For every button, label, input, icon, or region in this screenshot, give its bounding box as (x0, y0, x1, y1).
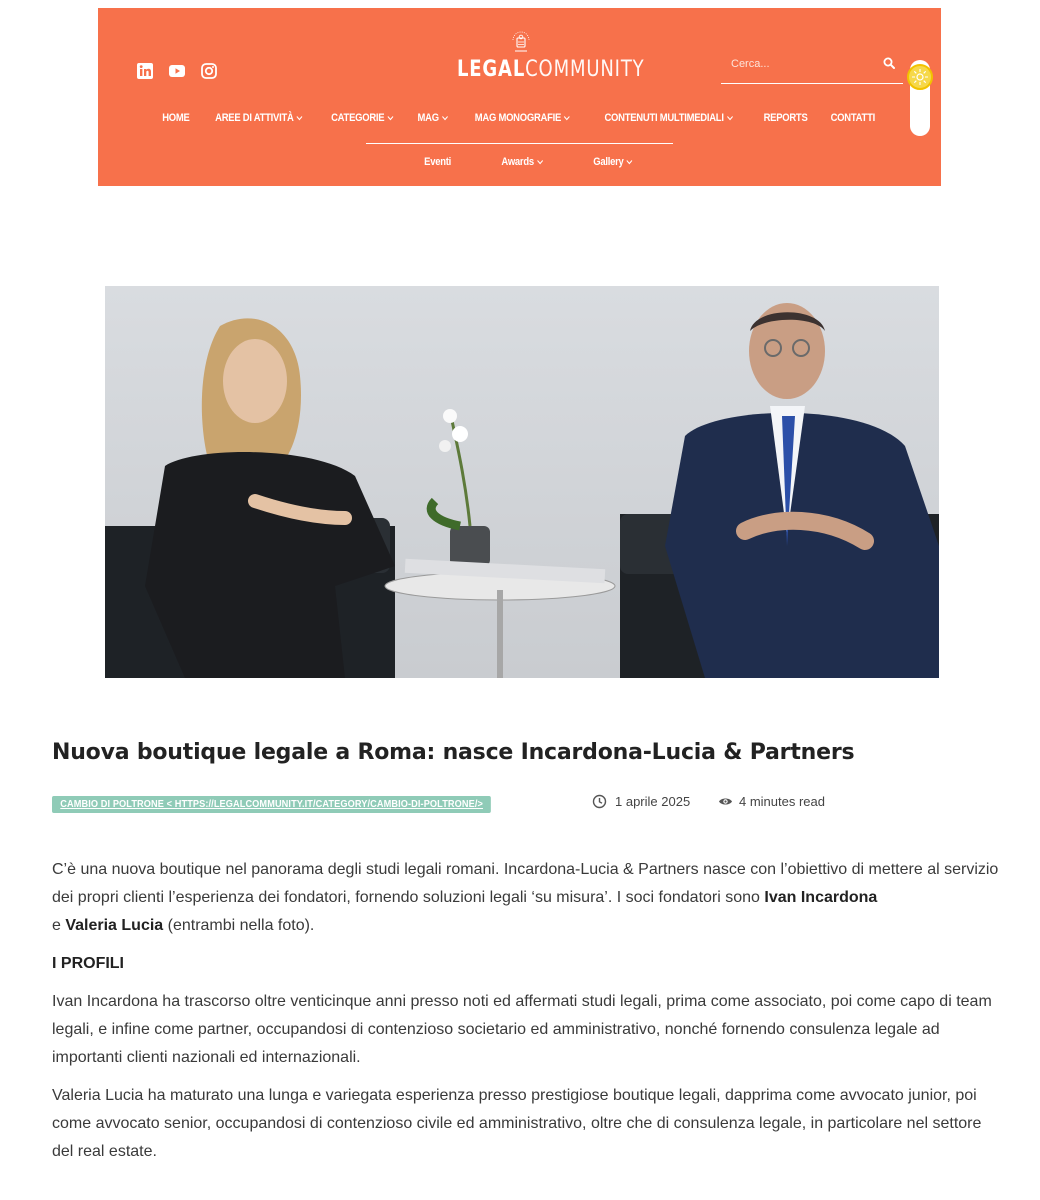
nav-item-awards[interactable]: Awards (494, 156, 550, 168)
read-time-text: 4 minutes read (739, 794, 825, 809)
social-links (136, 62, 218, 80)
nav-item-contenuti-multimediali[interactable]: CONTENUTI MULTIMEDIALI (598, 108, 740, 128)
logo-crest-icon (507, 28, 535, 56)
intro-paragraph: C’è una nuova boutique nel panorama degli studi legali romani. Incardona-Lucia & Partners nasce con l’obiettivo di mettere al servizio dei propri clienti l’esperienza dei fondatori, fornendo soluzioni legali ‘su misura’. I soci fondatori sono Ivan Incardona e Valeria Lucia (entrambi nella foto). (52, 861, 999, 934)
search-input[interactable] (721, 52, 871, 76)
clock-icon (592, 794, 607, 809)
chevron-down-icon (536, 158, 543, 166)
founder-name: Valeria Lucia (65, 917, 164, 934)
youtube-icon[interactable] (168, 62, 186, 80)
sun-icon (907, 64, 933, 90)
category-tag[interactable]: CAMBIO DI POLTRONE < HTTPS://LEGALCOMMUNITY.IT/CATEGORY/CAMBIO-DI-POLTRONE/> (52, 796, 491, 813)
chevron-down-icon (387, 114, 394, 122)
search-box (721, 52, 903, 84)
nav-item-reports[interactable]: REPORTS (763, 112, 808, 124)
eye-icon (718, 794, 733, 809)
chevron-down-icon (564, 114, 571, 122)
nav-item-contatti[interactable]: CONTATTI (830, 112, 875, 124)
linkedin-icon[interactable] (136, 62, 154, 80)
section-heading: I PROFILI (52, 955, 124, 972)
main-nav (98, 108, 941, 128)
chevron-down-icon (626, 158, 633, 166)
nav-item-categorie[interactable]: CATEGORIE (325, 108, 401, 128)
article-read-time (718, 794, 825, 809)
article-body (52, 856, 1002, 1176)
profile-paragraph: Valeria Lucia ha maturato una lunga e variegata esperienza presso prestigiose boutique legali, dapprima come avvocato junior, poi come avvocato senior, occupandosi di contenzioso civile ed amministrativo, oltre che di consulenza legale, in particolare nel settore del real estate. (52, 1087, 982, 1160)
nav-divider (366, 143, 673, 144)
article-hero-image (105, 286, 939, 678)
nav-item-mag[interactable]: MAG (411, 108, 456, 128)
site-logo[interactable] (443, 28, 645, 92)
profile-paragraph: Ivan Incardona ha trascorso oltre venticinque anni presso noti ed affermati studi legali, prima come associato, poi come capo di team legali, e infine come partner, occupandosi di contenzioso societario ed amministrativo, nonché fornendo consulenza legale ad importanti clienti nazionali ed internazionali. (52, 993, 992, 1066)
nav-item-mag-monografie[interactable]: MAG MONOGRAFIE (468, 108, 577, 128)
article-meta (52, 794, 825, 814)
site-header (98, 8, 941, 186)
chevron-down-icon (727, 114, 734, 122)
sub-nav (98, 156, 941, 168)
article-title: Nuova boutique legale a Roma: nasce Incardona-Lucia & Partners (52, 740, 855, 765)
date-text: 1 aprile 2025 (615, 794, 691, 809)
nav-item-home[interactable]: HOME (162, 112, 190, 124)
search-icon[interactable] (883, 57, 895, 69)
instagram-icon[interactable] (200, 62, 218, 80)
chevron-down-icon (442, 114, 449, 122)
nav-item-gallery[interactable]: Gallery (587, 156, 640, 168)
founder-name: Ivan Incardona (764, 889, 878, 906)
chevron-down-icon (296, 114, 303, 122)
nav-item-aree-di-attivita[interactable]: AREE DI ATTIVITÀ (208, 108, 310, 128)
logo-wordmark: LEGALCOMMUNITY (456, 57, 645, 82)
nav-item-eventi[interactable]: Eventi (424, 156, 452, 168)
article-date (592, 794, 690, 809)
